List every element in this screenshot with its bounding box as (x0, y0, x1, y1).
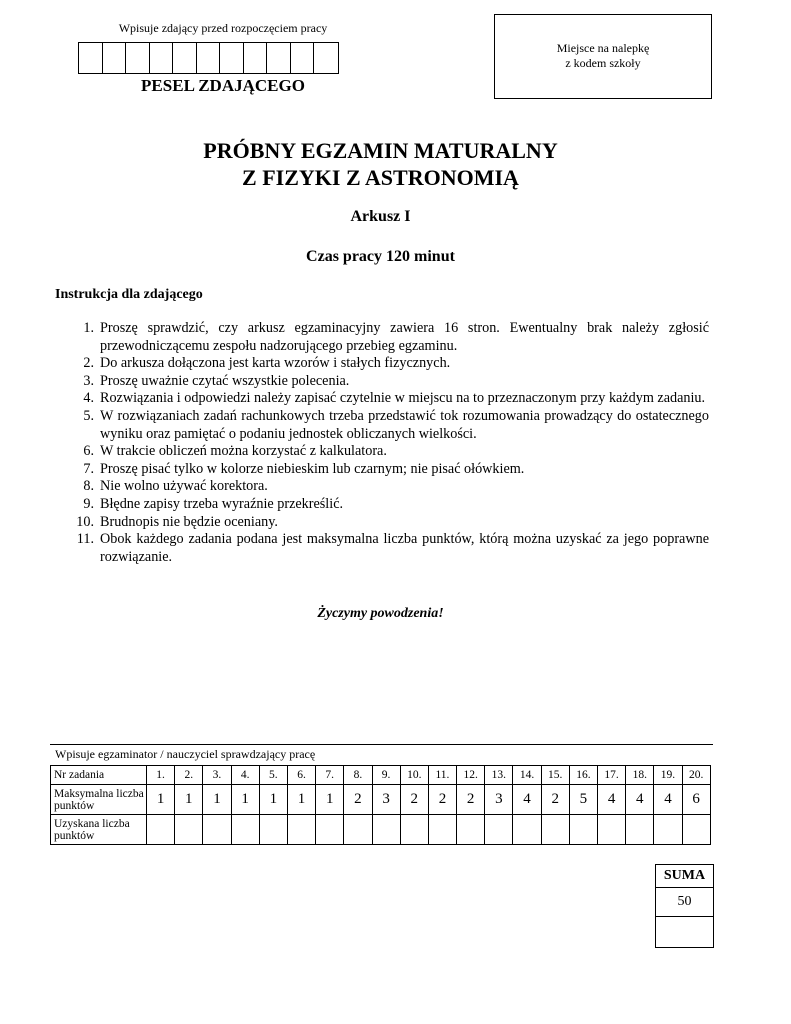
task-number-cell: 20. (682, 766, 710, 785)
obtained-points-cell[interactable] (344, 815, 372, 845)
max-points-row (51, 785, 711, 815)
max-points-cell: 3 (372, 785, 400, 815)
obtained-points-cell[interactable] (654, 815, 682, 845)
obtained-points-cell[interactable] (287, 815, 315, 845)
obtained-points-cell[interactable] (598, 815, 626, 845)
max-points-cell: 3 (485, 785, 513, 815)
instruction-item (66, 373, 709, 391)
pesel-label: PESEL ZDAJĄCEGO (141, 76, 305, 95)
task-number-cell: 10. (400, 766, 428, 785)
instruction-text: Brudnopis nie będzie oceniany. (100, 513, 278, 530)
pesel-digit-box[interactable] (244, 43, 268, 73)
pesel-digit-box[interactable] (314, 43, 338, 73)
task-number-cell: 19. (654, 766, 682, 785)
sticker-text-line1: Miejsce na nalepkę (556, 41, 650, 55)
instruction-item (66, 514, 709, 532)
instruction-item (66, 355, 709, 373)
instruction-item (66, 531, 709, 566)
max-points-cell: 4 (654, 785, 682, 815)
obtained-points-cell[interactable] (569, 815, 597, 845)
sum-label: SUMA (656, 865, 714, 888)
school-code-sticker-box (494, 14, 712, 99)
instruction-text: W trakcie obliczeń można korzystać z kalkulatora. (100, 443, 387, 460)
obtained-points-cell[interactable] (428, 815, 456, 845)
obtained-points-cell[interactable] (626, 815, 654, 845)
obtained-points-cell[interactable] (400, 815, 428, 845)
instruction-item (66, 461, 709, 479)
max-points-cell: 6 (682, 785, 710, 815)
sum-obtained-cell[interactable] (656, 917, 714, 948)
max-points-cell: 2 (428, 785, 456, 815)
task-number-cell: 7. (316, 766, 344, 785)
pesel-digit-box[interactable] (267, 43, 291, 73)
pesel-digit-box[interactable] (103, 43, 127, 73)
instruction-text: Rozwiązania i odpowiedzi należy zapisać czytelnie w miejscu na to przeznaczonym przy każdym zadaniu. (100, 390, 706, 407)
good-luck-wish: Życzymy powodzenia! (317, 606, 444, 621)
pesel-caption: Wpisuje zdający przed rozpoczęciem pracy (118, 21, 328, 35)
max-points-cell: 1 (147, 785, 175, 815)
sum-max-value: 50 (656, 888, 714, 917)
instruction-item (66, 496, 709, 514)
task-number-cell: 4. (231, 766, 259, 785)
max-points-cell: 5 (569, 785, 597, 815)
instruction-text: Proszę uważnie czytać wszystkie polecenia. (100, 372, 350, 389)
task-number-cell: 8. (344, 766, 372, 785)
obtained-points-cell[interactable] (231, 815, 259, 845)
max-points-cell: 2 (400, 785, 428, 815)
max-points-label: Maksymalna liczba punktów (51, 785, 147, 815)
pesel-digit-box[interactable] (126, 43, 150, 73)
instructions-heading: Instrukcja dla zdającego (55, 287, 203, 302)
task-number-cell: 1. (147, 766, 175, 785)
sticker-text-line2: z kodem szkoły (565, 56, 641, 70)
instruction-text: Nie wolno używać korektora. (100, 478, 268, 495)
score-table (50, 765, 711, 845)
max-points-cell: 2 (457, 785, 485, 815)
pesel-digit-box[interactable] (291, 43, 315, 73)
instruction-number: 8. (83, 478, 94, 495)
instruction-number: 3. (83, 372, 94, 389)
instruction-text: W rozwiązaniach zadań rachunkowych trzeba przedstawić tok rozumowania prowadzący do ostatecznego wyniku oraz pamiętać o podaniu jednostek obliczanych wielkości. (100, 407, 709, 442)
instruction-number: 2. (83, 355, 94, 372)
max-points-cell: 2 (541, 785, 569, 815)
task-number-cell: 6. (287, 766, 315, 785)
obtained-points-row (51, 815, 711, 845)
obtained-points-cell[interactable] (682, 815, 710, 845)
max-points-cell: 2 (344, 785, 372, 815)
pesel-digit-box[interactable] (150, 43, 174, 73)
obtained-points-cell[interactable] (485, 815, 513, 845)
pesel-digit-box[interactable] (79, 43, 103, 73)
instruction-item (66, 443, 709, 461)
task-number-cell: 5. (259, 766, 287, 785)
instruction-item (66, 408, 709, 443)
instruction-number: 7. (83, 460, 94, 477)
instruction-text: Do arkusza dołączona jest karta wzorów i stałych fizycznych. (100, 355, 451, 372)
instruction-number: 6. (83, 443, 94, 460)
task-number-cell: 17. (598, 766, 626, 785)
obtained-points-cell[interactable] (259, 815, 287, 845)
task-number-cell: 15. (541, 766, 569, 785)
instruction-number: 5. (83, 407, 94, 424)
max-points-cell: 1 (203, 785, 231, 815)
time-limit: Czas pracy 120 minut (306, 248, 455, 265)
instruction-item (66, 478, 709, 496)
obtained-points-cell[interactable] (316, 815, 344, 845)
instruction-number: 4. (83, 390, 94, 407)
sheet-label: Arkusz I (350, 208, 411, 225)
pesel-digit-box[interactable] (220, 43, 244, 73)
task-number-cell: 2. (175, 766, 203, 785)
instruction-item (66, 320, 709, 355)
max-points-cell: 4 (626, 785, 654, 815)
examiner-caption: Wpisuje egzaminator / nauczyciel sprawdzający pracę (50, 744, 713, 762)
max-points-cell: 1 (231, 785, 259, 815)
pesel-digit-box[interactable] (197, 43, 221, 73)
task-number-cell: 18. (626, 766, 654, 785)
max-points-cell: 1 (175, 785, 203, 815)
obtained-points-cell[interactable] (372, 815, 400, 845)
max-points-cell: 1 (259, 785, 287, 815)
sum-table (655, 864, 714, 948)
task-number-cell: 13. (485, 766, 513, 785)
task-number-cell: 14. (513, 766, 541, 785)
instructions-list (66, 320, 709, 566)
task-number-cell: 16. (569, 766, 597, 785)
obtained-points-cell[interactable] (541, 815, 569, 845)
obtained-points-label: Uzyskana liczba punktów (51, 815, 147, 845)
max-points-cell: 4 (598, 785, 626, 815)
task-number-cell: 3. (203, 766, 231, 785)
instruction-number: 11. (76, 531, 94, 548)
task-number-cell: 12. (457, 766, 485, 785)
max-points-cell: 1 (316, 785, 344, 815)
instruction-text: Błędne zapisy trzeba wyraźnie przekreślić. (100, 495, 344, 512)
obtained-points-cell[interactable] (175, 815, 203, 845)
pesel-input-boxes[interactable] (78, 42, 339, 74)
instruction-text: Proszę pisać tylko w kolorze niebieskim lub czarnym; nie pisać ołówkiem. (100, 460, 525, 477)
obtained-points-cell[interactable] (457, 815, 485, 845)
max-points-cell: 1 (287, 785, 315, 815)
obtained-points-cell[interactable] (513, 815, 541, 845)
instruction-text: Proszę sprawdzić, czy arkusz egzaminacyjny zawiera 16 stron. Ewentualny brak należy zgłosić przewodniczącemu zespołu nadzorującego przebieg egzaminu. (100, 320, 709, 354)
obtained-points-cell[interactable] (203, 815, 231, 845)
task-number-cell: 11. (428, 766, 456, 785)
exam-title-line2: Z FIZYKI Z ASTRONOMIĄ (242, 165, 519, 190)
instruction-number: 10. (76, 513, 94, 530)
pesel-digit-box[interactable] (173, 43, 197, 73)
instruction-number: 9. (83, 495, 94, 512)
task-number-cell: 9. (372, 766, 400, 785)
instruction-item (66, 390, 709, 408)
exam-title-line1: PRÓBNY EGZAMIN MATURALNY (203, 138, 558, 163)
instruction-number: 1. (83, 320, 94, 336)
max-points-cell: 4 (513, 785, 541, 815)
task-number-row (51, 766, 711, 785)
obtained-points-cell[interactable] (147, 815, 175, 845)
task-number-label: Nr zadania (51, 766, 147, 785)
instruction-text: Obok każdego zadania podana jest maksymalna liczba punktów, którą można uzyskać za jego poprawne rozwiązanie. (100, 531, 709, 565)
